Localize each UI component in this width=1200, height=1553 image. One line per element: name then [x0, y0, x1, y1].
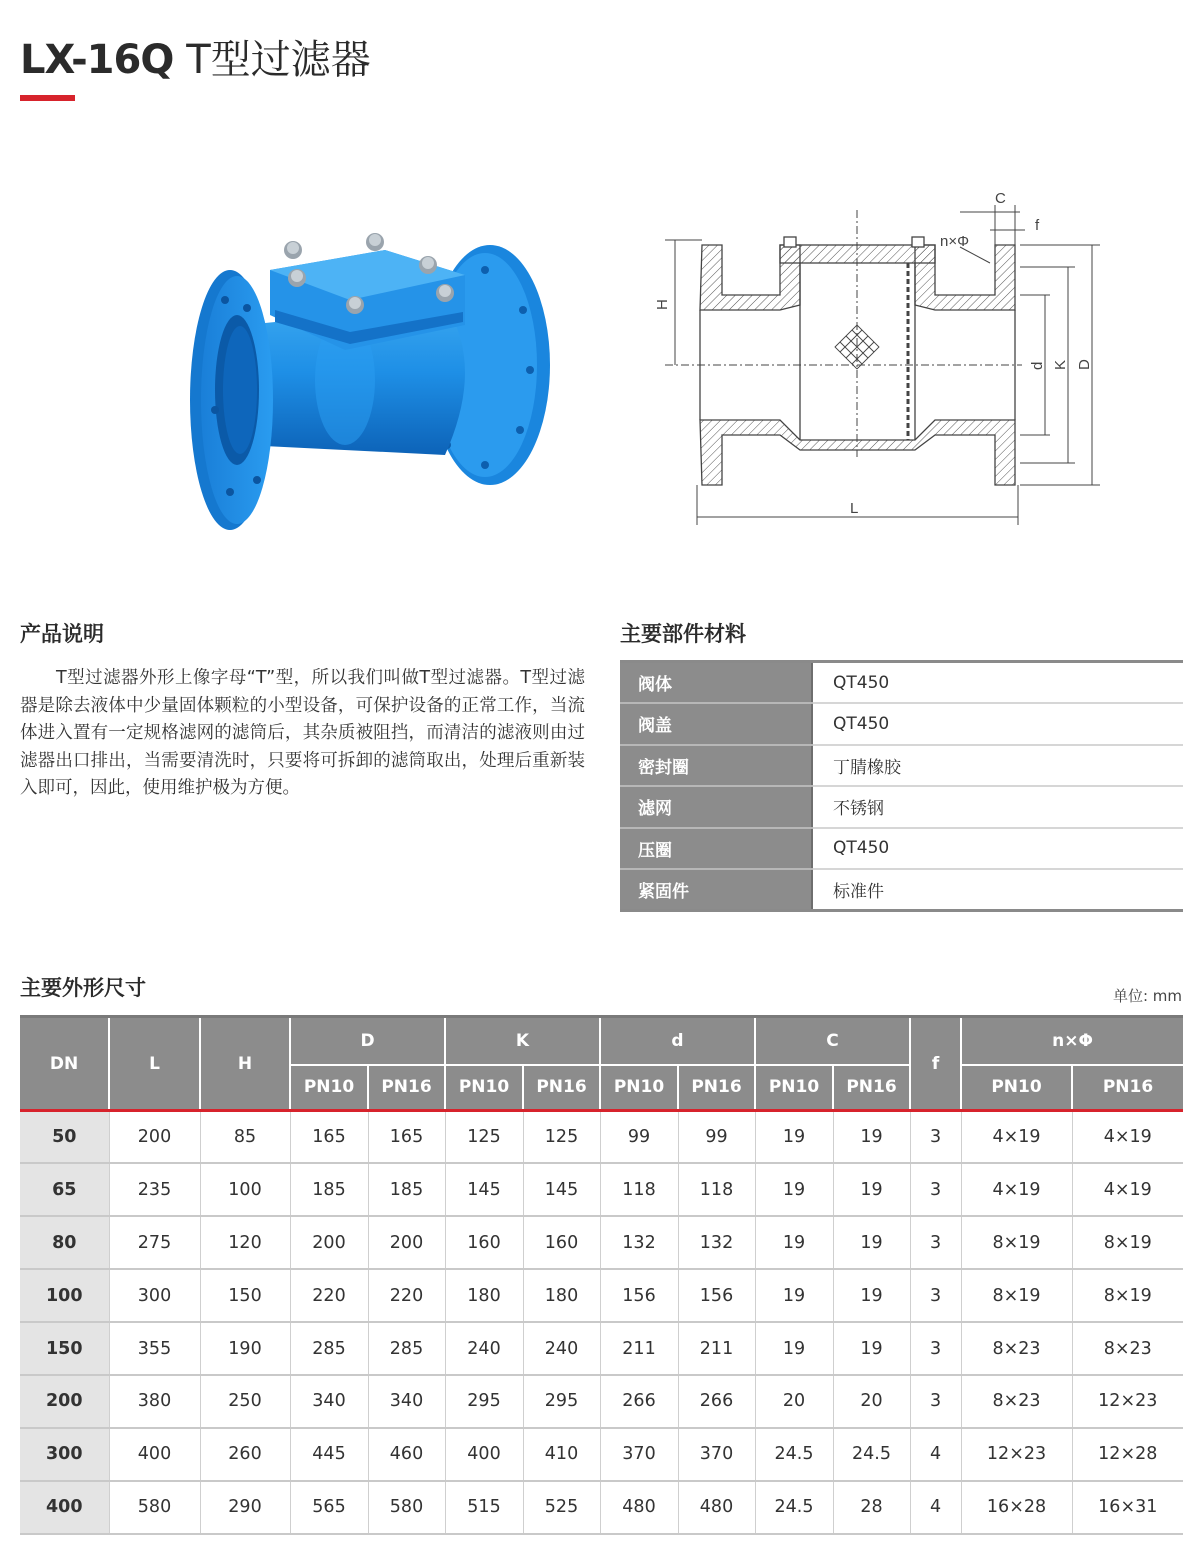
table-cell: 3 — [910, 1111, 961, 1164]
table-cell: 118 — [600, 1163, 678, 1216]
table-cell: 120 — [200, 1216, 290, 1269]
table-cell: 525 — [523, 1481, 600, 1534]
dn-cell: 50 — [20, 1111, 109, 1164]
col-header-pn16: PN16 — [368, 1065, 445, 1111]
table-cell: 185 — [368, 1163, 445, 1216]
product-name: T型过滤器 — [186, 37, 371, 83]
table-cell: 290 — [200, 1481, 290, 1534]
dn-cell: 80 — [20, 1216, 109, 1269]
part-name: 阀体 — [620, 662, 812, 704]
label-L: L — [850, 500, 859, 517]
table-cell: 4×19 — [1072, 1163, 1183, 1216]
table-cell: 165 — [290, 1111, 368, 1164]
dn-cell: 150 — [20, 1322, 109, 1375]
table-cell: 99 — [678, 1111, 755, 1164]
table-row — [20, 1216, 1183, 1269]
col-header-pn16: PN16 — [678, 1065, 755, 1111]
part-material: QT450 — [812, 703, 1183, 745]
table-cell: 515 — [445, 1481, 523, 1534]
table-cell: 100 — [200, 1163, 290, 1216]
dn-cell: 65 — [20, 1163, 109, 1216]
col-header-f: f — [910, 1017, 961, 1111]
table-cell: 3 — [910, 1375, 961, 1428]
table-cell: 8×19 — [961, 1216, 1072, 1269]
dimensions-body — [20, 1111, 1183, 1534]
table-cell: 8×19 — [961, 1269, 1072, 1322]
table-cell: 180 — [445, 1269, 523, 1322]
table-cell: 260 — [200, 1428, 290, 1481]
table-cell: 125 — [445, 1111, 523, 1164]
table-cell: 235 — [109, 1163, 200, 1216]
page-title — [20, 28, 371, 85]
part-name: 压圈 — [620, 828, 812, 870]
table-cell: 285 — [290, 1322, 368, 1375]
label-f: f — [1035, 217, 1040, 234]
table-cell: 16×28 — [961, 1481, 1072, 1534]
table-cell: 4×19 — [961, 1111, 1072, 1164]
part-name: 滤网 — [620, 786, 812, 828]
table-row — [20, 1428, 1183, 1481]
col-header-d-outer: D — [290, 1017, 445, 1065]
table-cell: 165 — [368, 1111, 445, 1164]
table-cell: 3 — [910, 1216, 961, 1269]
label-d: d — [1029, 361, 1046, 370]
table-cell: 16×31 — [1072, 1481, 1183, 1534]
table-cell: 340 — [290, 1375, 368, 1428]
table-row — [620, 786, 1183, 828]
label-nxphi: n×Φ — [940, 233, 970, 250]
table-cell: 220 — [368, 1269, 445, 1322]
col-header-d-inner: d — [600, 1017, 755, 1065]
model-number: LX-16Q — [20, 37, 174, 83]
table-cell: 370 — [678, 1428, 755, 1481]
table-cell: 380 — [109, 1375, 200, 1428]
table-row — [620, 869, 1183, 911]
dn-cell: 200 — [20, 1375, 109, 1428]
col-header-pn10: PN10 — [755, 1065, 833, 1111]
product-photo — [185, 230, 555, 535]
table-cell: 19 — [833, 1111, 910, 1164]
table-cell: 132 — [600, 1216, 678, 1269]
part-material: QT450 — [812, 662, 1183, 704]
table-cell: 24.5 — [755, 1428, 833, 1481]
table-cell: 24.5 — [833, 1428, 910, 1481]
table-cell: 211 — [600, 1322, 678, 1375]
table-row — [20, 1163, 1183, 1216]
table-cell: 19 — [755, 1163, 833, 1216]
table-cell: 8×19 — [1072, 1216, 1183, 1269]
table-cell: 295 — [445, 1375, 523, 1428]
col-header-pn16: PN16 — [833, 1065, 910, 1111]
unit-label: 单位: mm — [1112, 987, 1182, 1005]
table-cell: 220 — [290, 1269, 368, 1322]
col-header-dn: DN — [20, 1017, 109, 1111]
table-cell: 460 — [368, 1428, 445, 1481]
dimensions-heading: 主要外形尺寸 — [20, 976, 146, 1000]
table-cell: 266 — [600, 1375, 678, 1428]
table-cell: 19 — [755, 1216, 833, 1269]
materials-heading: 主要部件材料 — [620, 622, 746, 646]
table-row — [620, 745, 1183, 787]
table-cell: 190 — [200, 1322, 290, 1375]
table-cell: 480 — [600, 1481, 678, 1534]
table-cell: 355 — [109, 1322, 200, 1375]
table-cell: 12×28 — [1072, 1428, 1183, 1481]
table-cell: 240 — [523, 1322, 600, 1375]
dn-cell: 100 — [20, 1269, 109, 1322]
table-cell: 285 — [368, 1322, 445, 1375]
table-cell: 8×23 — [961, 1375, 1072, 1428]
table-row — [20, 1111, 1183, 1164]
table-cell: 118 — [678, 1163, 755, 1216]
dn-cell: 300 — [20, 1428, 109, 1481]
table-cell: 185 — [290, 1163, 368, 1216]
table-cell: 132 — [678, 1216, 755, 1269]
table-cell: 275 — [109, 1216, 200, 1269]
table-cell: 19 — [755, 1269, 833, 1322]
table-cell: 4×19 — [1072, 1111, 1183, 1164]
table-cell: 160 — [445, 1216, 523, 1269]
table-cell: 24.5 — [755, 1481, 833, 1534]
table-cell: 99 — [600, 1111, 678, 1164]
description-heading: 产品说明 — [20, 622, 104, 646]
table-cell: 480 — [678, 1481, 755, 1534]
table-cell: 28 — [833, 1481, 910, 1534]
dimension-drawing — [650, 185, 1110, 530]
table-cell: 19 — [833, 1163, 910, 1216]
table-row — [620, 662, 1183, 704]
table-cell: 410 — [523, 1428, 600, 1481]
table-cell: 240 — [445, 1322, 523, 1375]
table-cell: 12×23 — [1072, 1375, 1183, 1428]
col-header-pn16: PN16 — [523, 1065, 600, 1111]
dn-cell: 400 — [20, 1481, 109, 1534]
description-text: T型过滤器外形上像字母“T”型，所以我们叫做T型过滤器。T型过滤器是除去液体中少量固体颗粒的小型设备，可保护设备的正常工作，当流体进入置有一定规格滤网的滤筒后，其杂质被阻挡，而清洁的滤液则由过滤器出口排出，当需要清洗时，只要将可拆卸的滤筒取出，处理后重新装入即可，因此，使用维护极为方便。 — [20, 668, 585, 798]
table-cell: 445 — [290, 1428, 368, 1481]
table-cell: 150 — [200, 1269, 290, 1322]
table-cell: 200 — [290, 1216, 368, 1269]
table-row — [20, 1481, 1183, 1534]
table-cell: 400 — [445, 1428, 523, 1481]
table-cell: 211 — [678, 1322, 755, 1375]
table-cell: 300 — [109, 1269, 200, 1322]
label-K: K — [1052, 359, 1069, 370]
col-header-l: L — [109, 1017, 200, 1111]
table-cell: 400 — [109, 1428, 200, 1481]
table-cell: 200 — [109, 1111, 200, 1164]
label-D: D — [1076, 359, 1093, 370]
label-H: H — [654, 299, 671, 310]
table-row — [20, 1322, 1183, 1375]
table-cell: 20 — [755, 1375, 833, 1428]
table-cell: 4 — [910, 1428, 961, 1481]
table-cell: 266 — [678, 1375, 755, 1428]
materials-table — [620, 660, 1183, 912]
part-material: 丁腈橡胶 — [812, 745, 1183, 787]
table-cell: 160 — [523, 1216, 600, 1269]
table-cell: 19 — [833, 1269, 910, 1322]
col-header-pn16: PN16 — [1072, 1065, 1183, 1111]
col-header-nxphi: n×Φ — [961, 1017, 1183, 1065]
table-cell: 12×23 — [961, 1428, 1072, 1481]
table-cell: 580 — [109, 1481, 200, 1534]
part-name: 紧固件 — [620, 869, 812, 911]
part-material: 不锈钢 — [812, 786, 1183, 828]
table-cell: 4 — [910, 1481, 961, 1534]
table-cell: 20 — [833, 1375, 910, 1428]
table-cell: 19 — [755, 1322, 833, 1375]
dimensions-table — [20, 1015, 1183, 1535]
col-header-pn10: PN10 — [600, 1065, 678, 1111]
table-cell: 3 — [910, 1322, 961, 1375]
part-name: 密封圈 — [620, 745, 812, 787]
table-cell: 295 — [523, 1375, 600, 1428]
col-header-c: C — [755, 1017, 910, 1065]
title-underline — [20, 95, 75, 101]
table-cell: 145 — [523, 1163, 600, 1216]
table-cell: 4×19 — [961, 1163, 1072, 1216]
col-header-pn10: PN10 — [290, 1065, 368, 1111]
col-header-pn10: PN10 — [961, 1065, 1072, 1111]
part-name: 阀盖 — [620, 703, 812, 745]
table-cell: 370 — [600, 1428, 678, 1481]
table-cell: 200 — [368, 1216, 445, 1269]
table-cell: 180 — [523, 1269, 600, 1322]
table-cell: 156 — [600, 1269, 678, 1322]
table-row — [20, 1269, 1183, 1322]
col-header-k: K — [445, 1017, 600, 1065]
table-cell: 250 — [200, 1375, 290, 1428]
table-cell: 580 — [368, 1481, 445, 1534]
table-cell: 340 — [368, 1375, 445, 1428]
table-cell: 8×23 — [1072, 1322, 1183, 1375]
col-header-pn10: PN10 — [445, 1065, 523, 1111]
table-cell: 156 — [678, 1269, 755, 1322]
table-row — [620, 703, 1183, 745]
table-cell: 3 — [910, 1163, 961, 1216]
table-cell: 3 — [910, 1269, 961, 1322]
part-material: 标准件 — [812, 869, 1183, 911]
table-cell: 19 — [755, 1111, 833, 1164]
label-C: C — [995, 190, 1006, 207]
table-cell: 19 — [833, 1322, 910, 1375]
table-cell: 145 — [445, 1163, 523, 1216]
table-cell: 125 — [523, 1111, 600, 1164]
table-cell: 8×23 — [961, 1322, 1072, 1375]
table-row — [620, 828, 1183, 870]
part-material: QT450 — [812, 828, 1183, 870]
table-cell: 19 — [833, 1216, 910, 1269]
table-cell: 8×19 — [1072, 1269, 1183, 1322]
table-cell: 85 — [200, 1111, 290, 1164]
table-row — [20, 1375, 1183, 1428]
col-header-h: H — [200, 1017, 290, 1111]
table-cell: 565 — [290, 1481, 368, 1534]
